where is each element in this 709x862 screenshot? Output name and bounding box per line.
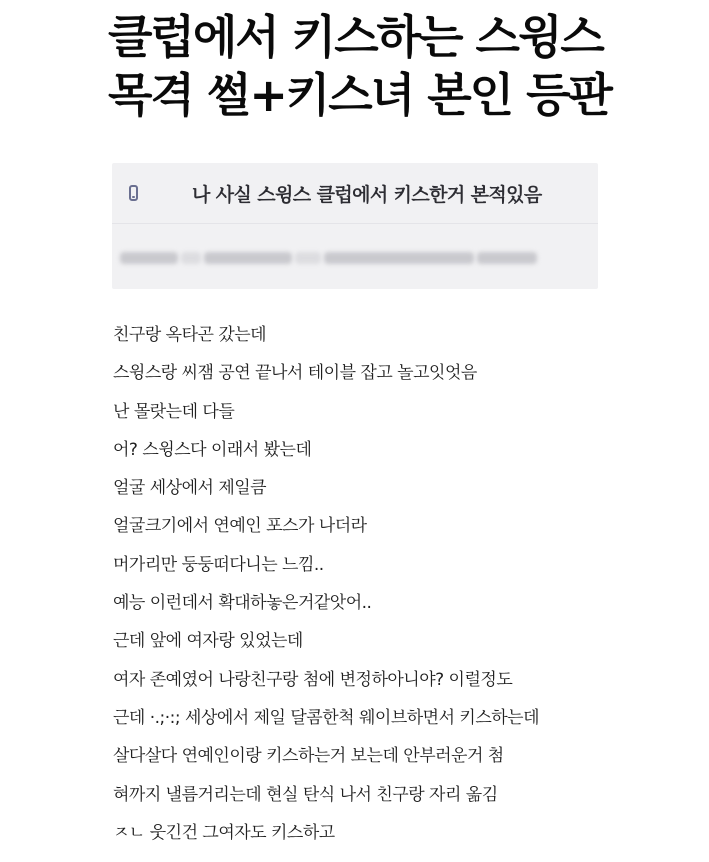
body-line: 혀까지 낼름거리는데 현실 탄식 나서 친구랑 자리 옮김 [113,784,498,805]
redacted-block [477,252,537,264]
body-line: ㅈㄴ 웃긴건 그여자도 키스하고 [113,822,335,843]
body-line: 난 몰랏는데 다들 [113,401,235,422]
body-line: 머가리만 둥둥떠다니는 느낌.. [113,554,324,575]
post-card-header [112,163,598,224]
post-card [112,163,598,289]
redacted-block [324,252,474,264]
body-line: 살다살다 연예인이랑 키스하는거 보는데 안부러운거 첨 [113,746,504,767]
post-body [113,316,703,852]
body-line: 여자 존예였어 나랑친구랑 첨에 변정하아니야? 이럴정도 [113,669,513,690]
body-line: 스윙스랑 씨잼 공연 끝나서 테이블 잡고 놀고잇엇음 [113,363,477,384]
redacted-block [181,252,201,264]
redacted-meta [120,251,590,265]
headline-line-2: 목격 썰+키스녀 본인 등판 [108,68,611,122]
body-line: 근데 앞에 여자랑 있었는데 [113,631,303,652]
post-title: 나 사실 스윙스 클럽에서 키스한거 본적있음 [192,183,542,206]
redacted-block [204,252,292,264]
body-line: 근데 ·.;·:; 세상에서 제일 달콤한척 웨이브하면서 키스하는데 [113,707,540,728]
body-line: 예능 이런데서 확대하놓은거같앗어.. [113,593,372,614]
body-line: 어? 스윙스다 이래서 봤는데 [113,439,312,460]
phone-icon [129,185,138,201]
body-line: 친구랑 옥타곤 갔는데 [113,325,267,345]
headline-line-1: 클럽에서 키스하는 스윙스 [108,10,603,64]
headline [108,8,628,124]
body-line: 얼굴 세상에서 제일큼 [113,478,267,499]
redacted-block [120,252,178,264]
redacted-block [295,252,321,264]
body-line: 얼굴크기에서 연예인 포스가 나더라 [113,516,367,537]
